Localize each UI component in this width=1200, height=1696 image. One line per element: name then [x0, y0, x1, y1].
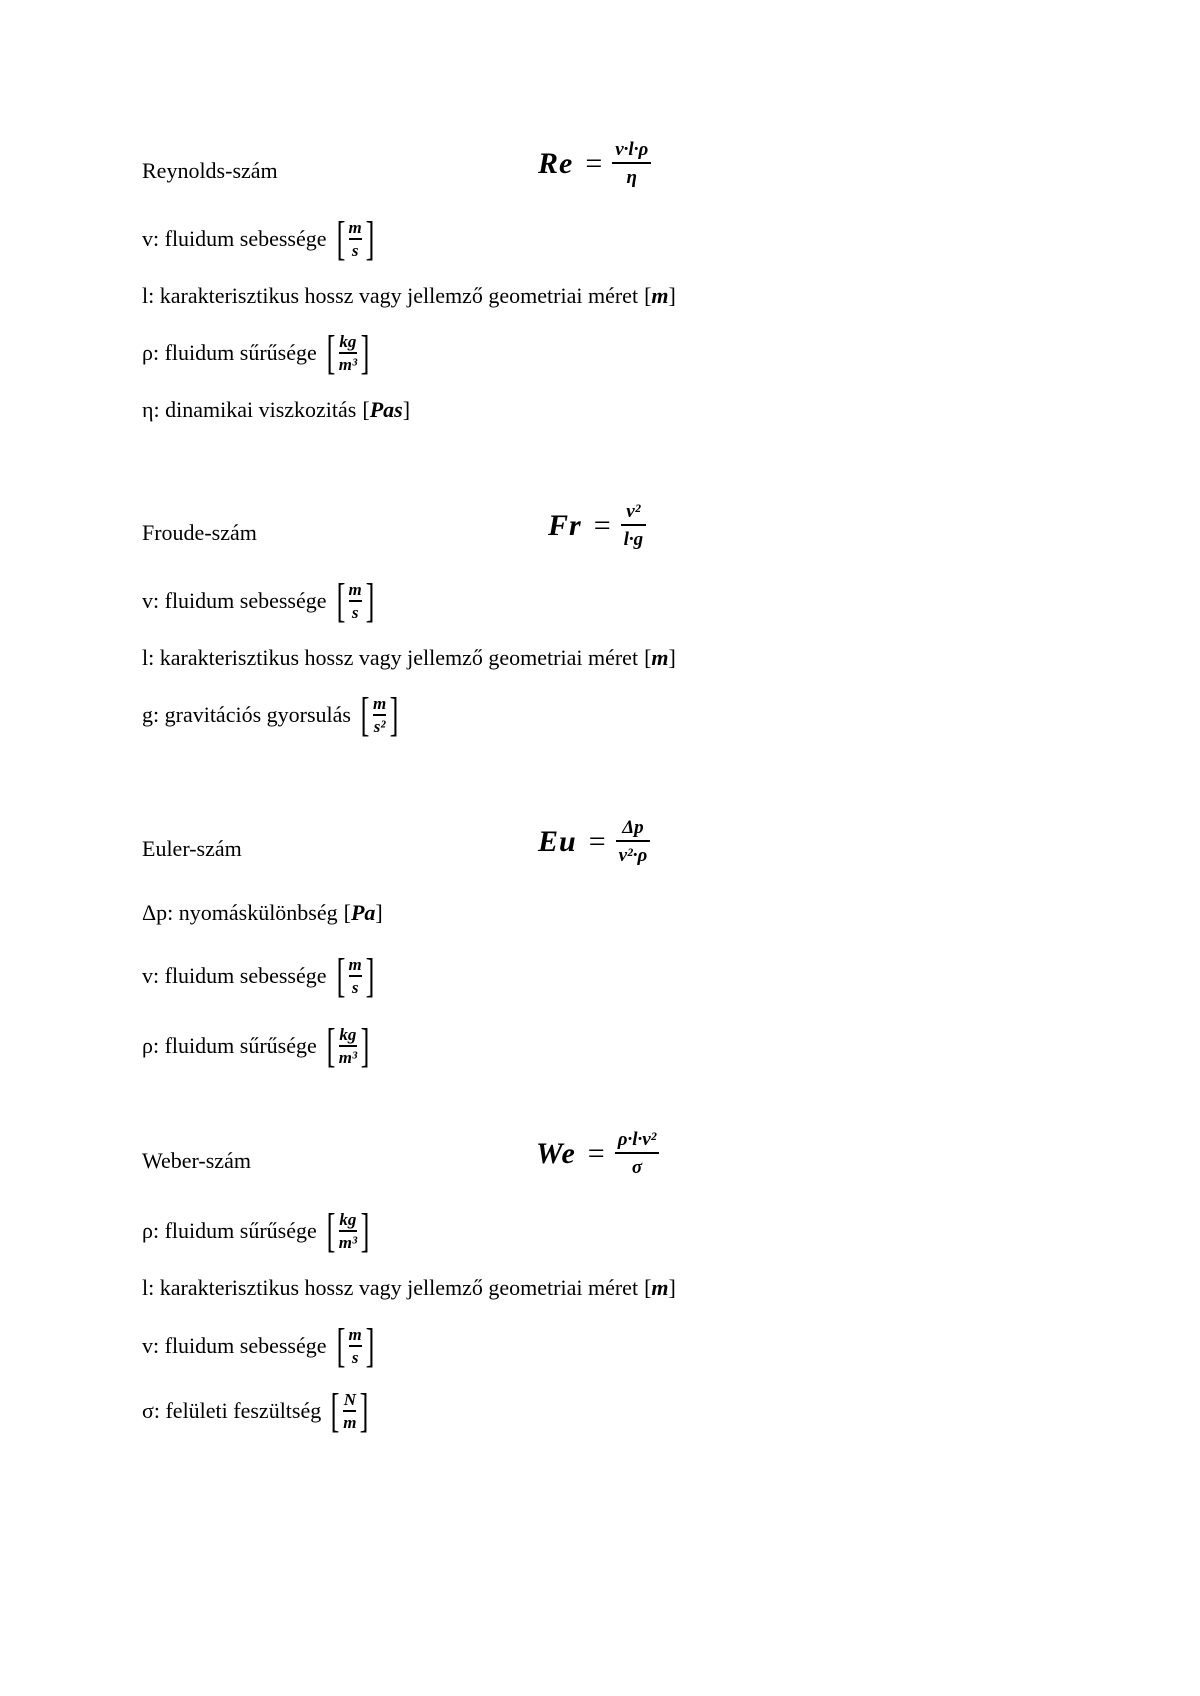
formula-fraction [616, 818, 651, 865]
unit-denominator: m³ [338, 1048, 358, 1067]
formula-fraction [621, 502, 647, 549]
unit-denominator: s [351, 240, 359, 260]
unit: [Pas] [362, 396, 411, 422]
variable-label: ρ: fluidum sűrűsége [142, 1217, 317, 1243]
formula-fraction [612, 140, 651, 187]
numerator: ρ·l·v² [617, 1129, 657, 1150]
unit: [Pa] [343, 899, 383, 925]
unit-denominator: m [343, 1413, 357, 1432]
unit-numerator: m [348, 955, 362, 974]
unit-symbol: Pas [369, 396, 403, 422]
denominator: l·g [623, 529, 644, 550]
variable-line [142, 686, 1042, 743]
variable-label: v: fluidum sebessége [142, 1333, 327, 1358]
variable-line [142, 1376, 1042, 1446]
variable-label: v: fluidum sebessége [142, 225, 327, 251]
unit-numerator: m [348, 1325, 362, 1344]
variable-line [142, 324, 1042, 381]
unit-symbol: m [651, 644, 669, 670]
equals-sign: = [587, 1136, 605, 1170]
numerator: Δp [622, 817, 644, 838]
unit-denominator: s [351, 978, 359, 997]
formula-lhs: Eu [538, 824, 577, 858]
unit-symbol: m [651, 282, 669, 308]
variable-line [142, 267, 1042, 324]
variable-label: Δp: nyomáskülönbség [142, 899, 338, 925]
unit-numerator: N [343, 1390, 356, 1409]
variable-label: v: fluidum sebessége [142, 587, 327, 613]
unit-numerator: kg [339, 331, 357, 351]
section-weber [142, 1130, 1042, 1446]
section-title: Weber-szám [142, 1148, 251, 1173]
section-reynolds [142, 140, 1042, 438]
unit-numerator: m [348, 217, 362, 237]
denominator: σ [631, 1157, 643, 1178]
unit: [m] [644, 644, 676, 670]
unit: [ kg m³ ] [326, 325, 370, 379]
unit: [ m s ] [336, 211, 375, 265]
unit-numerator: m [348, 579, 362, 599]
formula-lhs: We [536, 1136, 576, 1170]
variable-line [142, 210, 1042, 267]
variable-line [142, 1259, 1042, 1316]
unit: [m] [644, 1274, 676, 1300]
unit-denominator: s [351, 602, 359, 622]
unit-numerator: kg [339, 1025, 357, 1044]
unit: [ m s ] [336, 949, 375, 1002]
unit: [ kg m³ ] [326, 1203, 370, 1257]
variable-label: g: gravitációs gyorsulás [142, 701, 351, 727]
formula-fraction [615, 1130, 660, 1177]
formula [548, 502, 646, 549]
section-froude [142, 502, 1042, 743]
numerator: v·l·ρ [615, 139, 649, 160]
equals-sign: = [593, 508, 611, 542]
unit: [ N m ] [330, 1384, 369, 1437]
formula [538, 140, 651, 187]
variable-line [142, 1011, 1042, 1081]
variable-label: σ: felületi feszültség [142, 1398, 322, 1423]
unit: [ kg m³ ] [326, 1019, 370, 1072]
variable-label: ρ: fluidum sűrűsége [142, 1033, 317, 1058]
variable-label: ρ: fluidum sűrűsége [142, 339, 317, 365]
variable-line [142, 884, 1042, 941]
section-title: Froude-szám [142, 520, 257, 545]
variable-line [142, 629, 1042, 686]
heading-row [142, 818, 1042, 878]
unit-denominator: m³ [338, 354, 358, 374]
heading-row [142, 140, 1042, 200]
numerator: v² [626, 501, 641, 522]
denominator: v²·ρ [618, 845, 648, 866]
unit-symbol: m [651, 1274, 669, 1300]
formula [538, 818, 650, 865]
variable-line [142, 941, 1042, 1011]
heading-row [142, 502, 1042, 562]
section-title: Euler-szám [142, 836, 242, 861]
formula-lhs: Re [538, 146, 574, 180]
heading-row [142, 1130, 1042, 1190]
unit-denominator: m³ [338, 1232, 358, 1252]
variable-label: l: karakterisztikus hossz vagy jellemző geometriai méret [142, 644, 639, 670]
formula [536, 1130, 659, 1177]
unit: [m] [644, 282, 676, 308]
variable-label: l: karakterisztikus hossz vagy jellemző geometriai méret [142, 1274, 639, 1300]
formula-lhs: Fr [548, 508, 582, 542]
unit: [ m s ] [336, 573, 375, 627]
equals-sign: = [588, 824, 606, 858]
unit-numerator: kg [339, 1209, 357, 1229]
variable-line [142, 1316, 1042, 1376]
section-euler [142, 818, 1042, 1081]
variable-label: v: fluidum sebessége [142, 963, 327, 988]
equals-sign: = [585, 146, 603, 180]
denominator: η [626, 167, 637, 188]
unit-numerator: m [372, 693, 387, 713]
unit-denominator: s² [373, 716, 386, 736]
variable-line [142, 381, 1042, 438]
unit-denominator: s [351, 1348, 359, 1367]
section-title: Reynolds-szám [142, 158, 278, 183]
unit: [ m s² ] [360, 687, 399, 741]
variable-line [142, 572, 1042, 629]
variable-line [142, 1202, 1042, 1259]
unit: [ m s ] [336, 1319, 375, 1372]
unit-symbol: Pa [350, 899, 376, 925]
variable-label: l: karakterisztikus hossz vagy jellemző geometriai méret [142, 282, 639, 308]
variable-label: η: dinamikai viszkozitás [142, 396, 357, 422]
